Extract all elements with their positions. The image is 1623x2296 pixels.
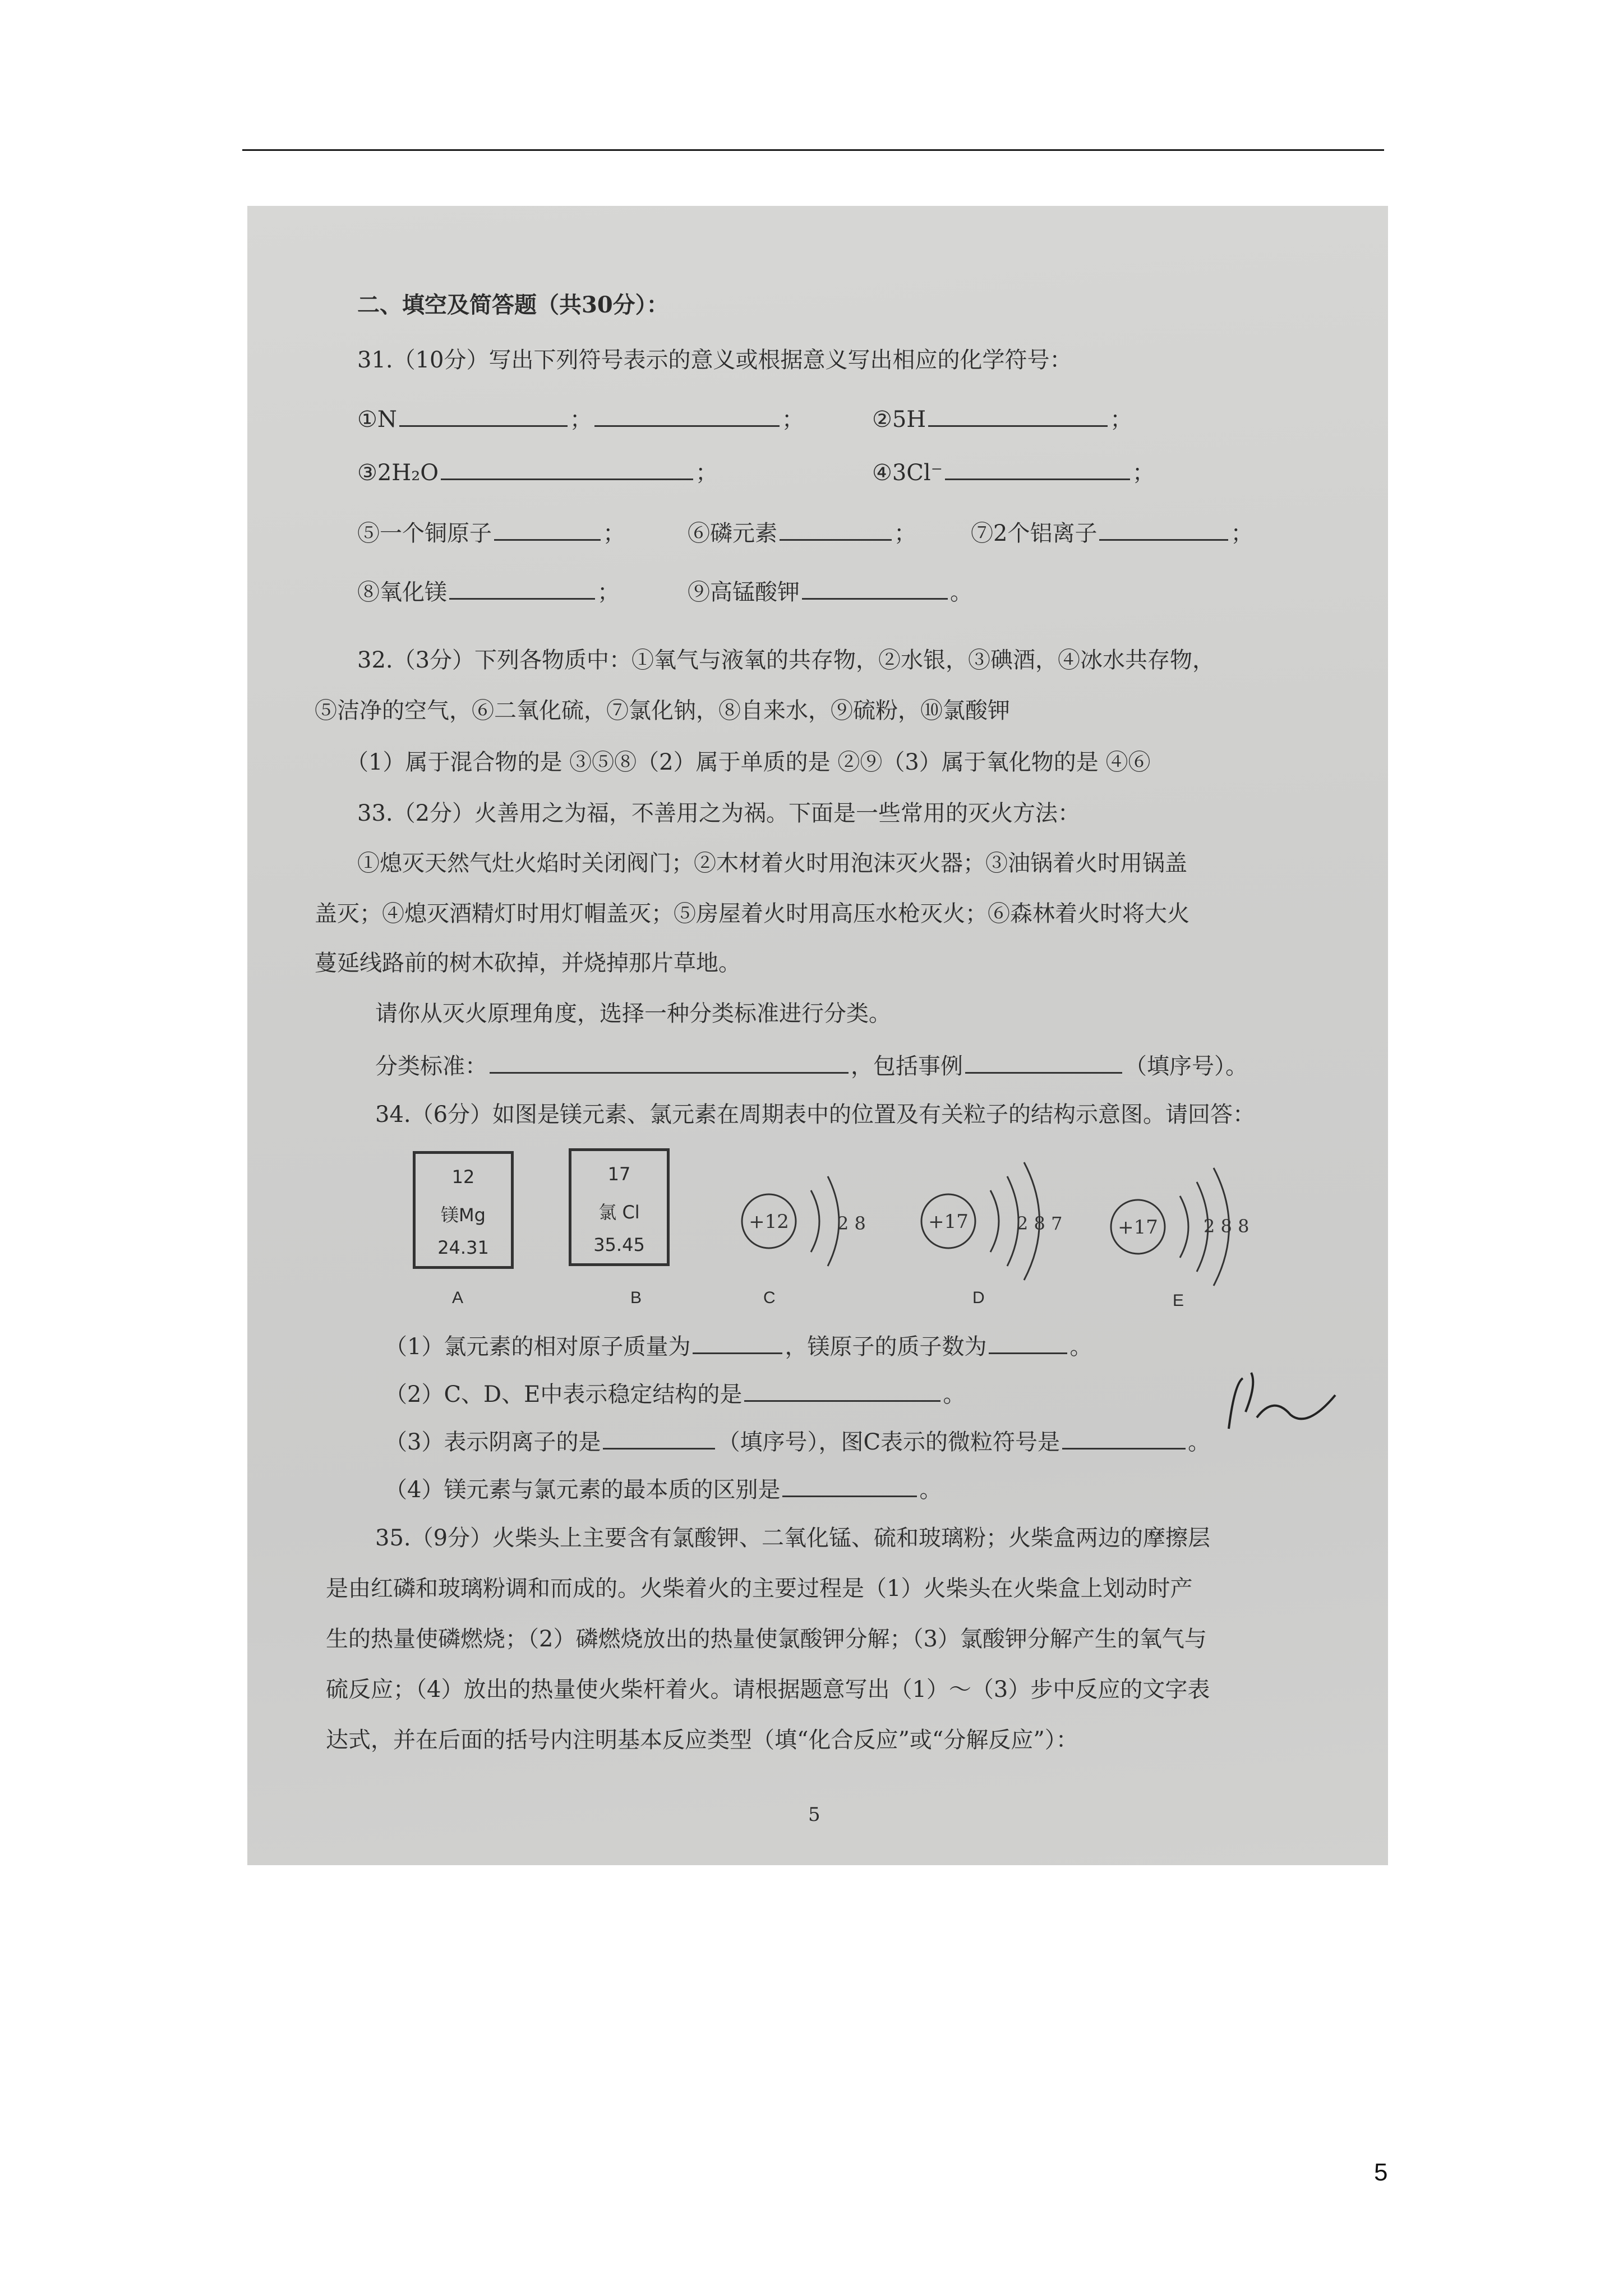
nucleus-e: +17 — [1118, 1216, 1158, 1239]
q31-item8: ⑧氧化镁 — [357, 579, 447, 605]
sub2-text: （2）C、D、E中表示稳定结构的是 — [385, 1382, 743, 1407]
shells-d: 2 8 7 — [1017, 1213, 1063, 1234]
sub3-text: （3）表示阴离子的是 — [385, 1429, 601, 1455]
answer-blank[interactable] — [782, 1476, 917, 1497]
answer-blank[interactable] — [594, 406, 780, 427]
element-box-mg — [413, 1151, 514, 1269]
answer-blank[interactable] — [744, 1381, 940, 1402]
answer-blank[interactable] — [802, 579, 948, 600]
figure-label-a: A — [452, 1289, 464, 1307]
q31-item5: ⑤一个铜原子 — [357, 521, 492, 546]
q34-header: 34.（6分）如图是镁元素、氯元素在周期表中的位置及有关粒子的结构示意图。请回答： — [375, 1102, 1256, 1128]
period: 。 — [1188, 1429, 1211, 1455]
q31-row3: ⑤一个铜原子 ； — [357, 521, 625, 546]
q34-sub1 — [385, 1333, 1092, 1358]
shells-e: 2 8 8 — [1204, 1216, 1249, 1237]
q31-item2: ②5H — [872, 407, 926, 432]
q31-row3b: ⑥磷元素 ； — [688, 521, 916, 546]
answer-blank[interactable] — [945, 459, 1130, 480]
q33-line1: 33.（2分）火善用之为福，不善用之为祸。下面是一些常用的灭火方法： — [357, 800, 1081, 826]
q31-row2: ③2H₂O ； — [357, 460, 718, 486]
element-name: 氯 Cl — [598, 1202, 640, 1223]
nucleus-c: +12 — [749, 1211, 789, 1233]
header-rule — [242, 149, 1384, 151]
q33-line6 — [375, 1053, 1248, 1078]
page-number: 5 — [1374, 2159, 1388, 2186]
q34-sub3 — [385, 1429, 1210, 1453]
q33-line3: 盖灭；④熄灭酒精灯时用灯帽盖灭；⑤房屋着火时用高压水枪灭火；⑥森林着火时将大火 — [315, 901, 1189, 927]
q31-item9: ⑨高锰酸钾 — [688, 579, 800, 605]
answer-blank[interactable] — [441, 459, 693, 480]
photo-page-number: 5 — [808, 1803, 820, 1826]
answer-blank[interactable] — [928, 406, 1108, 427]
q33-line5: 请你从灭火原理角度，选择一种分类标准进行分类。 — [375, 1001, 891, 1027]
q31-item3: ③2H₂O — [357, 460, 439, 486]
q31-row4b: ⑨高锰酸钾 。 — [688, 579, 972, 605]
q31-item7: ⑦2个铝离子 — [971, 521, 1098, 546]
nucleus-d: +17 — [928, 1211, 969, 1233]
handwritten-scribble — [1218, 1361, 1352, 1446]
q31-row4: ⑧氧化镁 ； — [357, 579, 620, 605]
answer-blank[interactable] — [494, 520, 601, 541]
element-box-cl — [569, 1148, 670, 1266]
answer-blank[interactable] — [1099, 520, 1228, 541]
q31-item1: ①N — [357, 407, 397, 432]
q35-line2: 是由红磷和玻璃粉调和而成的。火柴着火的主要过程是（1）火柴头在火柴盒上划动时产 — [326, 1576, 1193, 1602]
q32-line3: （1）属于混合物的是 ③⑤⑧（2）属于单质的是 ②⑨（3）属于氧化物的是 ④⑥ — [346, 749, 1151, 775]
q33-line2: ①熄灭天然气灶火焰时关闭阀门；②木材着火时用泡沫灭火器；③油锅着火时用锅盖 — [357, 850, 1187, 876]
q35-line4: 硫反应；（4）放出的热量使火柴杆着火。请根据题意写出（1）～（3）步中反应的文字表 — [326, 1677, 1210, 1703]
period: 。 — [943, 1382, 966, 1407]
q31-row1b: ②5H ； — [872, 407, 1133, 432]
q31-item4: ④3Cl⁻ — [872, 460, 943, 486]
atomic-number: 17 — [607, 1163, 631, 1185]
atomic-number: 12 — [451, 1166, 475, 1188]
atom-structure-diagrams — [707, 1137, 1313, 1305]
period: 。 — [919, 1477, 942, 1503]
q31-row3c: ⑦2个铝离子 ； — [971, 521, 1253, 546]
atomic-mass: 35.45 — [593, 1234, 645, 1255]
q31-row1: ①N ； ； — [357, 407, 804, 432]
sub1-text2: ，镁原子的质子数为 — [785, 1334, 987, 1360]
q34-sub4 — [385, 1476, 942, 1501]
answer-blank[interactable] — [490, 1053, 849, 1074]
sub3-text2: （填序号），图C表示的微粒符号是 — [717, 1429, 1061, 1455]
q33-line4: 蔓延线路前的树木砍掉，并烧掉那片草地。 — [315, 950, 741, 976]
answer-blank[interactable] — [603, 1429, 715, 1450]
figure-label-c: C — [763, 1289, 776, 1307]
q35-line5: 达式，并在后面的括号内注明基本反应类型（填“化合反应”或“分解反应”）： — [326, 1727, 1078, 1753]
q34-sub2 — [385, 1381, 965, 1406]
answer-blank[interactable] — [693, 1333, 782, 1354]
atomic-mass: 24.31 — [437, 1237, 489, 1258]
element-name: 镁Mg — [441, 1204, 486, 1226]
figure-label-d: D — [972, 1289, 985, 1307]
q31-header: 31.（10分）写出下列符号表示的意义或根据意义写出相应的化学符号： — [357, 347, 1072, 373]
answer-blank[interactable] — [399, 406, 568, 427]
q31-item6: ⑥磷元素 — [688, 521, 777, 546]
answer-blank[interactable] — [965, 1053, 1122, 1074]
section-title: 二、填空及简答题（共30分）： — [357, 292, 669, 318]
q32-line1: 32.（3分）下列各物质中：①氧气与液氧的共存物，②水银，③碘酒，④冰水共存物， — [357, 647, 1215, 673]
answer-blank[interactable] — [449, 579, 595, 600]
exam-photo — [247, 206, 1388, 1865]
classification-label: 分类标准： — [375, 1053, 487, 1079]
figure-label-e: E — [1173, 1291, 1184, 1310]
shells-c: 2 8 — [837, 1213, 866, 1234]
q35-line1: 35.（9分）火柴头上主要含有氯酸钾、二氧化锰、硫和玻璃粉；火柴盒两边的摩擦层 — [375, 1525, 1211, 1551]
sub4-text: （4）镁元素与氯元素的最本质的区别是 — [385, 1477, 781, 1503]
fill-hint: （填序号）。 — [1124, 1053, 1248, 1079]
answer-blank[interactable] — [1062, 1429, 1186, 1450]
sub1-text: （1）氯元素的相对原子质量为 — [385, 1334, 691, 1360]
answer-blank[interactable] — [989, 1333, 1067, 1354]
example-label: ，包括事例 — [851, 1053, 963, 1079]
q32-line2: ⑤洁净的空气，⑥二氧化硫，⑦氯化钠，⑧自来水，⑨硫粉，⑩氯酸钾 — [315, 698, 1010, 724]
q35-line3: 生的热量使磷燃烧；（2）磷燃烧放出的热量使氯酸钾分解；（3）氯酸钾分解产生的氧气与 — [326, 1626, 1207, 1652]
figure-label-b: B — [630, 1289, 642, 1307]
q31-row2b: ④3Cl⁻ ； — [872, 460, 1155, 486]
period: 。 — [1069, 1334, 1092, 1360]
answer-blank[interactable] — [780, 520, 892, 541]
